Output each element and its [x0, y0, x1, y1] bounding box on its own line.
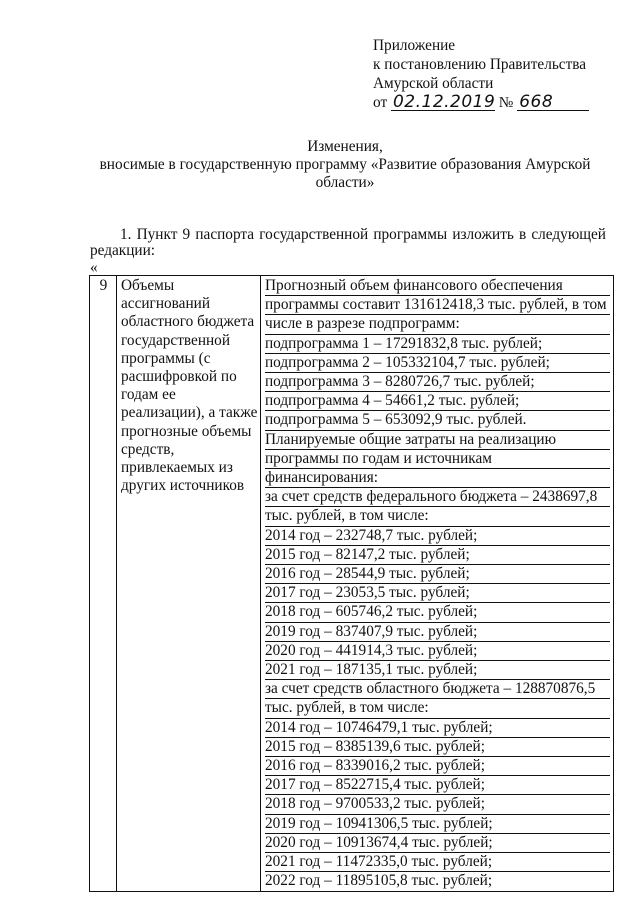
row-text-lines [265, 277, 610, 891]
text-line: 2014 год – 232748,7 тыс. рублей; [265, 526, 610, 545]
text-line: подпрограмма 2 – 105332104,7 тыс. рублей; [265, 353, 610, 372]
number-sign: № [498, 94, 514, 111]
name-line: областного бюджета [121, 313, 255, 331]
text-line: 2022 год – 11895105,8 тыс. рублей; [265, 871, 610, 890]
text-line: 2017 год – 23053,5 тыс. рублей; [265, 583, 610, 602]
heading-line-2: вносимые в государственную программу «Развитие образования Амурской [99, 156, 591, 173]
text-line: числе в разрезе подпрограмм: [265, 314, 610, 333]
text-line: 2018 год – 9700533,2 тыс. рублей; [265, 794, 610, 813]
text-line: программы по годам и источникам [265, 449, 610, 468]
name-line: программы (с [121, 349, 211, 367]
text-line: за счет средств областного бюджета – 128870876,5 [265, 679, 610, 698]
row-text-cell [261, 276, 614, 892]
text-line: подпрограмма 4 – 54661,2 тыс. рублей; [265, 391, 610, 410]
passport-table [89, 275, 614, 892]
name-line: ассигнований [121, 295, 211, 313]
text-line: 2016 год – 8339016,2 тыс. рублей; [265, 756, 610, 775]
handwritten-date: 02.12.2019 [392, 92, 496, 112]
date-prefix: от [373, 94, 388, 111]
text-line: 2015 год – 8385139,6 тыс. рублей; [265, 737, 610, 756]
appendix-block [373, 36, 589, 112]
name-line: других источников [121, 477, 245, 495]
text-line: подпрограмма 1 – 17291832,8 тыс. рублей; [265, 334, 610, 353]
text-line: 2019 год – 10941306,5 тыс. рублей; [265, 814, 610, 833]
name-line: годам ее [121, 386, 176, 404]
row-number-cell: 9 [90, 276, 117, 892]
opening-quote-mark: « [90, 259, 98, 276]
paragraph-line-1: 1. Пункт 9 паспорта государственной программы изложить в следующей [120, 226, 606, 243]
table-row [90, 276, 614, 892]
text-line: 2015 год – 82147,2 тыс. рублей; [265, 545, 610, 564]
text-line: 2021 год – 187135,1 тыс. рублей; [265, 660, 610, 679]
name-line: прогнозные объемы [121, 422, 252, 440]
name-line: привлекаемых из [121, 459, 233, 477]
name-line: расшифровкой по [121, 368, 237, 386]
heading-line-3: области» [315, 174, 375, 191]
heading-line-1: Изменения, [307, 138, 383, 155]
text-line: 2020 год – 10913674,4 тыс. рублей; [265, 833, 610, 852]
text-line: Прогнозный объем финансового обеспечения [265, 277, 563, 294]
text-line: за счет средств федерального бюджета – 2438697,8 [265, 487, 610, 506]
text-line: 2016 год – 28544,9 тыс. рублей; [265, 564, 610, 583]
appendix-line-region: Амурской области [373, 75, 494, 92]
text-line: 2018 год – 605746,2 тыс. рублей; [265, 602, 610, 621]
name-line: Объемы [121, 277, 175, 294]
text-line: Планируемые общие затраты на реализацию [265, 430, 610, 449]
row-name-lines [121, 277, 257, 495]
appendix-title: Приложение [373, 37, 456, 54]
text-line: 2020 год – 441914,3 тыс. рублей; [265, 641, 610, 660]
paragraph-line-2: редакции: [90, 242, 156, 259]
document-heading [90, 138, 600, 192]
handwritten-number: 668 [517, 94, 589, 111]
name-line: средств, [121, 440, 175, 458]
text-line: 2019 год – 837407,9 тыс. рублей; [265, 622, 610, 641]
name-line: государственной [121, 331, 231, 349]
text-line: подпрограмма 5 – 653092,9 тыс. рублей. [265, 410, 610, 429]
text-line: программы составит 131612418,3 тыс. рублей, в том [265, 295, 610, 314]
appendix-date-line [373, 93, 589, 112]
text-line: финансирования: [265, 468, 610, 487]
text-line: подпрограмма 3 – 8280726,7 тыс. рублей; [265, 372, 610, 391]
appendix-line-resolution: к постановлению Правительства [373, 56, 587, 73]
text-line: 2017 год – 8522715,4 тыс. рублей; [265, 775, 610, 794]
name-line: реализации), а также [121, 404, 258, 422]
text-line: тыс. рублей, в том числе: [265, 506, 610, 525]
text-line: тыс. рублей, в том числе: [265, 698, 610, 717]
instruction-paragraph [90, 227, 606, 259]
row-name-cell [117, 276, 261, 892]
text-line: 2021 год – 11472335,0 тыс. рублей; [265, 852, 610, 871]
text-line: 2014 год – 10746479,1 тыс. рублей; [265, 718, 610, 737]
